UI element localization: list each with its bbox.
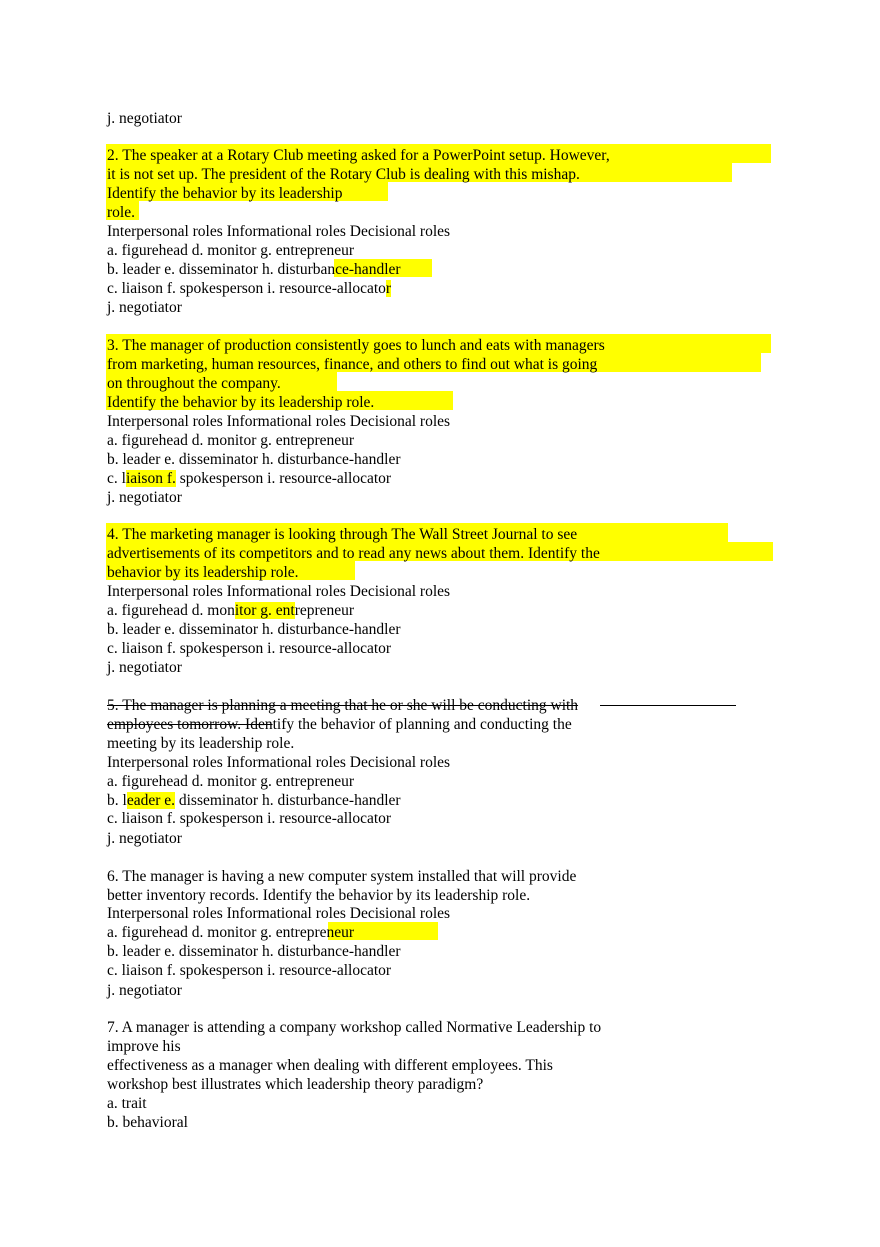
q2-text-line-1: 2. The speaker at a Rotary Club meeting asked for a PowerPoint setup. However,: [107, 147, 610, 164]
q5-option-c: c. liaison f. spokesperson i. resource-allocator: [107, 810, 392, 827]
q6-text-line-1: 6. The manager is having a new computer system installed that will provide: [107, 868, 577, 885]
q3-option-c-mark: iaison f.: [125, 470, 176, 487]
q5-option-b-post: disseminator h. disturbance-handler: [175, 792, 401, 809]
q6-option-a-pre: a. figurehead d. monitor g. entrepr: [107, 924, 320, 941]
q5-text-line-3: meeting by its leadership role.: [107, 735, 295, 752]
q5-text-line-2: [107, 715, 572, 734]
q3-option-j: j. negotiator: [107, 489, 182, 506]
q7-text-line-3: effectiveness as a manager when dealing with different employees. This: [107, 1057, 553, 1074]
q6-roles-header: Interpersonal roles Informational roles Decisional roles: [107, 905, 451, 922]
q3-option-c-post: spokesperson i. resource-allocator: [175, 470, 392, 487]
q3-option-a: a. figurehead d. monitor g. entrepreneur: [107, 432, 355, 449]
q4-text-line-3: behavior by its leadership role.: [107, 564, 299, 581]
q3-text-line-1: 3. The manager of production consistently goes to lunch and eats with managers: [107, 337, 605, 354]
q3-option-c: [107, 469, 391, 488]
top-negotiator-line: j. negotiator: [107, 110, 182, 127]
q2-text-line-4: role.: [107, 204, 135, 221]
q5-option-b-pre: b. l: [107, 792, 127, 809]
q4-text-line-2: advertisements of its competitors and to read any news about them. Identify the: [107, 545, 600, 562]
q4-option-a-post: repreneur: [294, 602, 355, 619]
q2-option-b: [107, 260, 401, 279]
q5-roles-header: Interpersonal roles Informational roles Decisional roles: [107, 754, 451, 771]
q6-option-c: c. liaison f. spokesperson i. resource-allocator: [107, 962, 392, 979]
q2-option-c-mark: r: [385, 280, 392, 297]
q4-option-b: b. leader e. disseminator h. disturbance-handler: [107, 621, 401, 638]
q6-option-j: j. negotiator: [107, 982, 182, 999]
q2-text-line-3: Identify the behavior by its leadership: [107, 185, 343, 202]
q2-option-b-mark: nce-handler: [327, 261, 401, 278]
q7-option-a: a. trait: [107, 1095, 147, 1112]
q3-option-b: b. leader e. disseminator h. disturbance-handler: [107, 451, 401, 468]
q3-text-line-3: on throughout the company.: [107, 375, 281, 392]
q4-option-a-mark: itor g. ent: [234, 602, 295, 619]
q4-text-line-1: 4. The marketing manager is looking through The Wall Street Journal to see: [107, 526, 578, 543]
q6-option-b: b. leader e. disseminator h. disturbance-handler: [107, 943, 401, 960]
q2-option-c-pre: c. liaison f. spokesperson i. resource-allocato: [107, 280, 386, 297]
q4-option-c: c. liaison f. spokesperson i. resource-allocator: [107, 640, 392, 657]
q5-line2-rest: tify the behavior of planning and conducting the: [272, 716, 572, 733]
q5-option-b: [107, 791, 401, 810]
q4-option-a: [107, 601, 354, 620]
q2-option-a: a. figurehead d. monitor g. entrepreneur: [107, 242, 355, 259]
q3-option-c-pre: c. l: [107, 470, 126, 487]
q2-text-line-2: it is not set up. The president of the Rotary Club is dealing with this mishap.: [107, 166, 580, 183]
q3-text-line-4: Identify the behavior by its leadership role.: [107, 394, 375, 411]
q5-strike-extension: [600, 705, 736, 706]
q6-option-a-mark: eneur: [319, 924, 355, 941]
q2-option-c: [107, 279, 391, 298]
q5-option-j: j. negotiator: [107, 830, 182, 847]
q5-line2-strike: employees tomorrow. Iden: [107, 716, 273, 733]
q7-text-line-1: 7. A manager is attending a company workshop called Normative Leadership to: [107, 1019, 602, 1036]
q7-option-b: b. behavioral: [107, 1114, 188, 1131]
q2-roles-header: Interpersonal roles Informational roles Decisional roles: [107, 223, 451, 240]
q5-option-a: a. figurehead d. monitor g. entrepreneur: [107, 773, 355, 790]
q6-text-line-2: better inventory records. Identify the behavior by its leadership role.: [107, 887, 531, 904]
q7-text-line-4: workshop best illustrates which leadership theory paradigm?: [107, 1076, 484, 1093]
q3-text-line-2: from marketing, human resources, finance, and others to find out what is going: [107, 356, 598, 373]
q3-roles-header: Interpersonal roles Informational roles Decisional roles: [107, 413, 451, 430]
q2-option-j: j. negotiator: [107, 299, 182, 316]
q2-option-b-pre: b. leader e. disseminator h. disturba: [107, 261, 328, 278]
q6-option-a: [107, 923, 354, 942]
q5-text-line-1: 5. The manager is planning a meeting that he or she will be conducting with: [107, 697, 579, 714]
q5-option-b-mark: eader e.: [126, 792, 175, 809]
q4-option-a-pre: a. figurehead d. mon: [107, 602, 235, 619]
q4-roles-header: Interpersonal roles Informational roles Decisional roles: [107, 583, 451, 600]
q7-text-line-2: improve his: [107, 1038, 181, 1055]
q4-option-j: j. negotiator: [107, 659, 182, 676]
